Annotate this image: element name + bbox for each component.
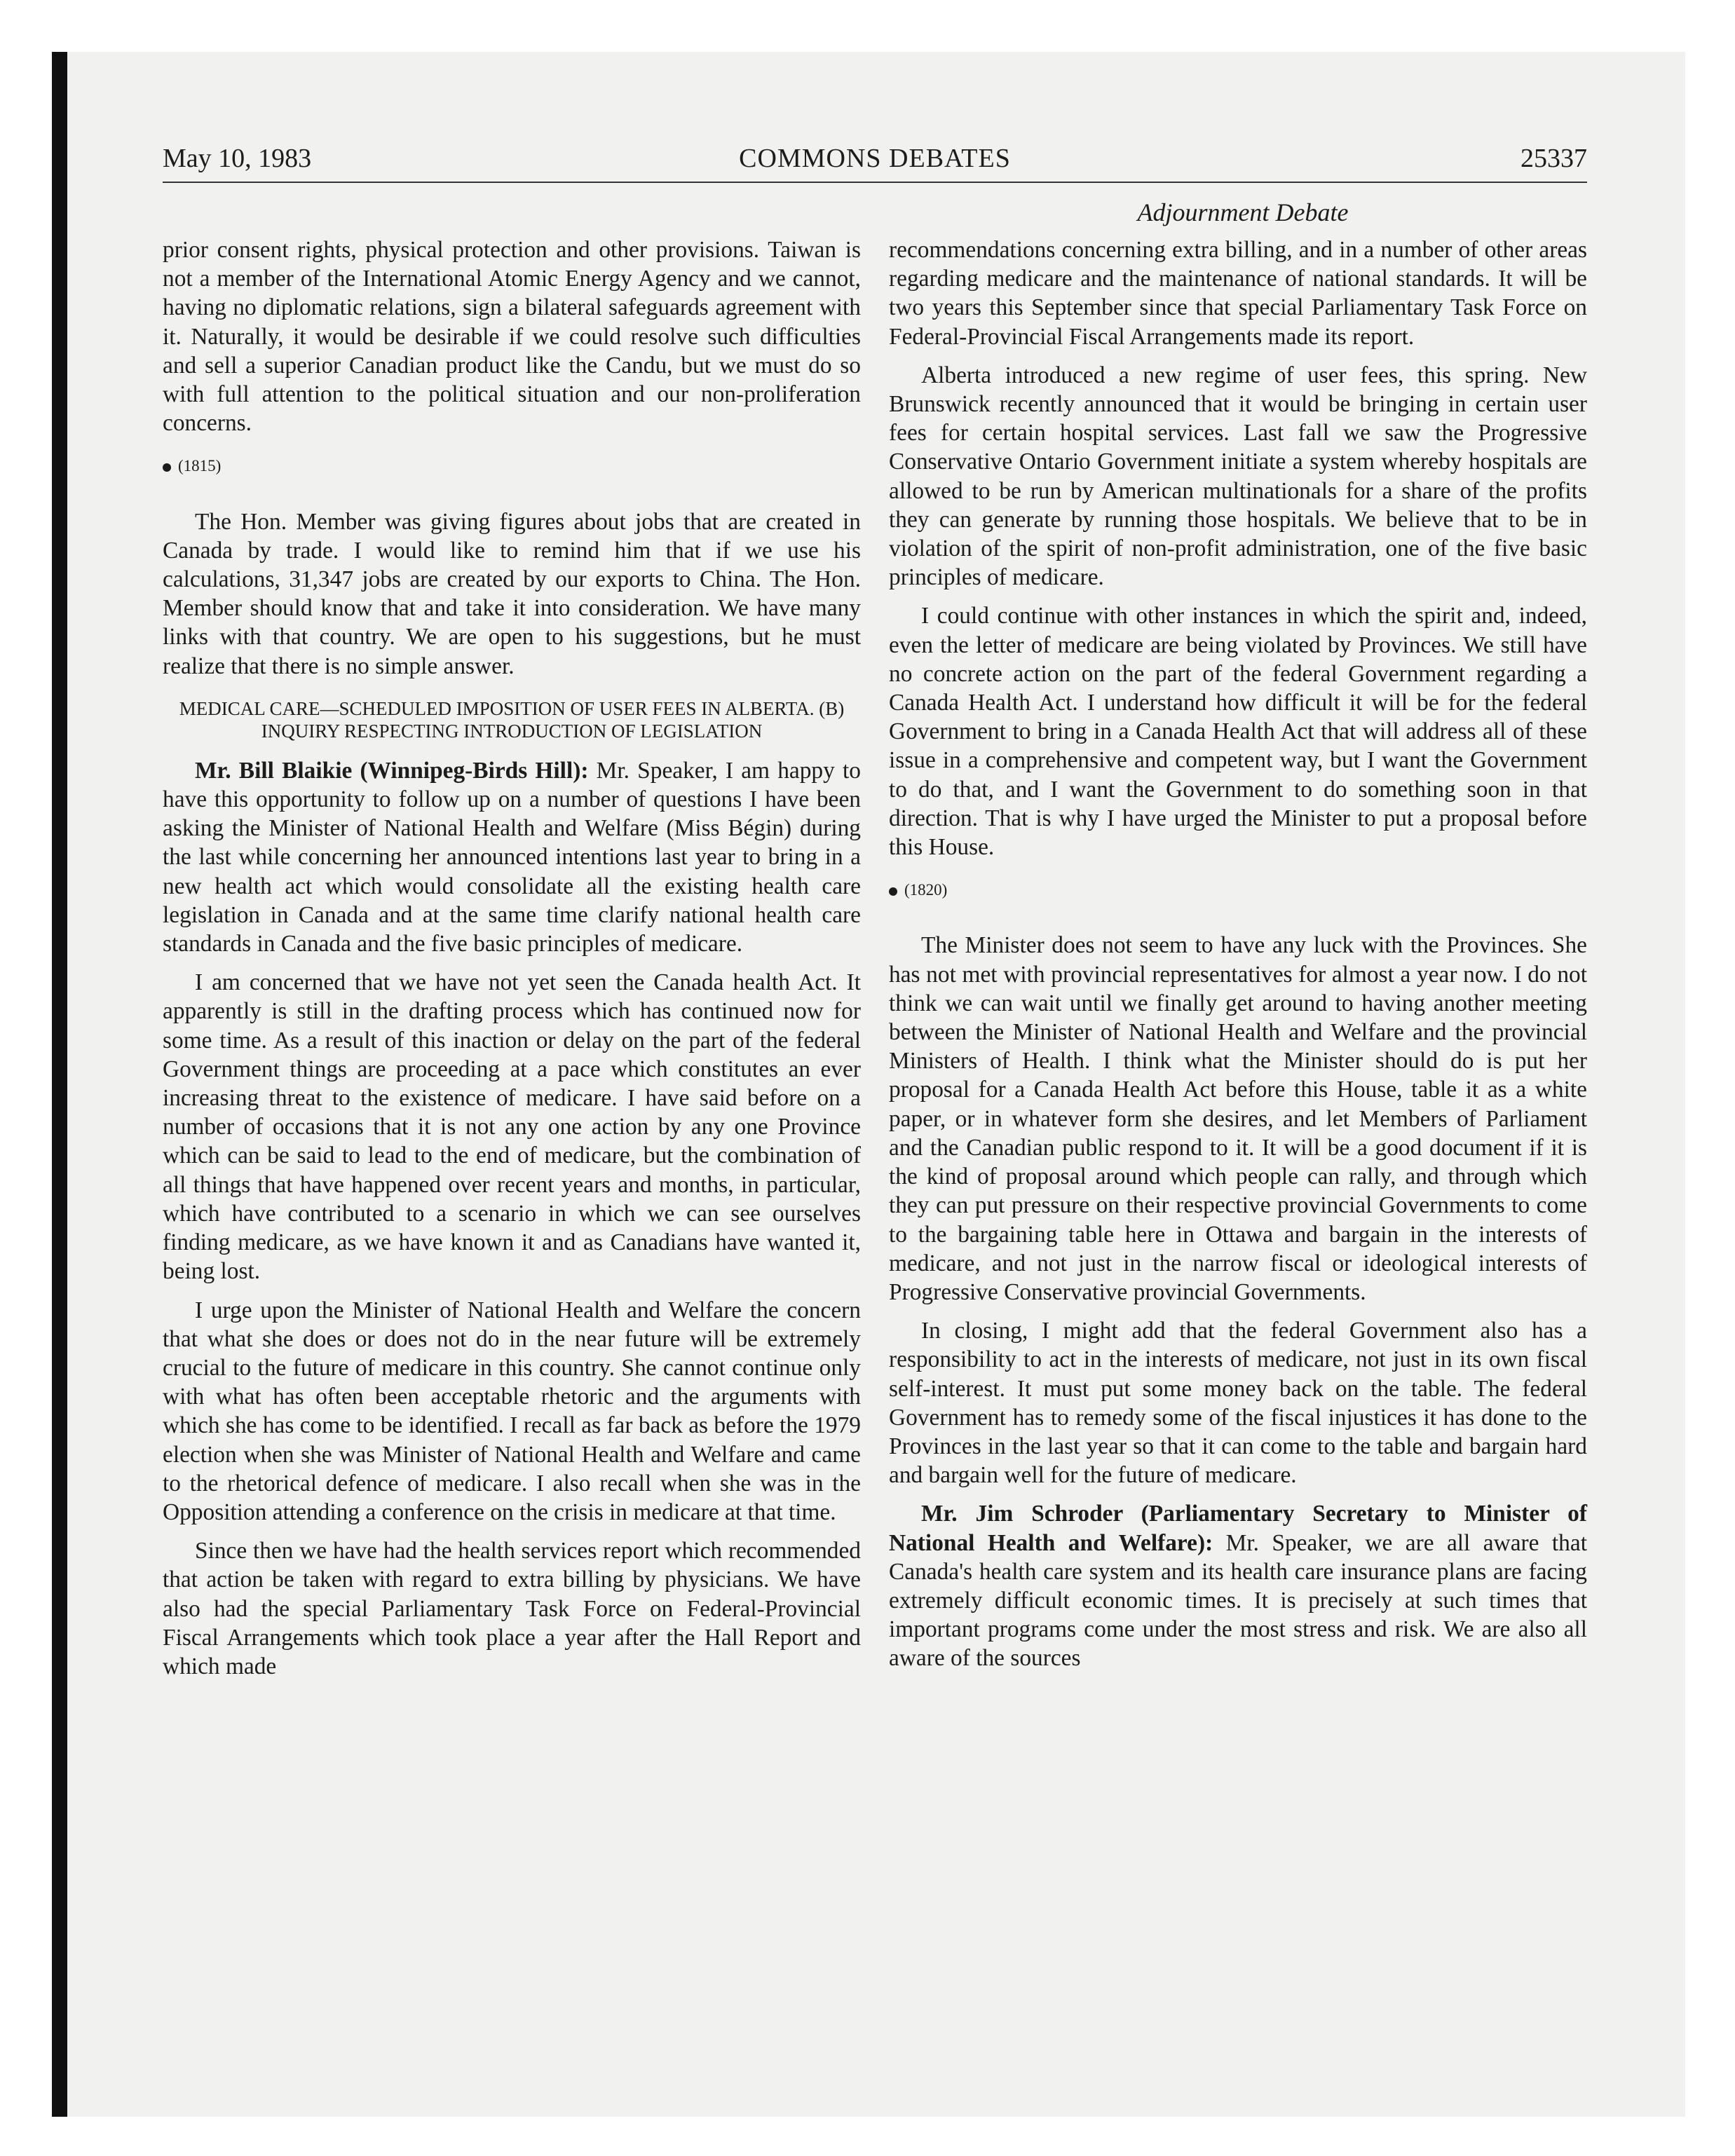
paragraph: Since then we have had the health services report which recommended that action be taken with regard to extra billing by physicians. We have also had the special Parliamentary Task Force on Federal-Provincial Fiscal Arrangements which took place a year after the Hall Report and which made xyxy=(163,1538,861,1679)
time-marker-text: (1820) xyxy=(904,881,948,899)
section-subhead: Adjournment Debate xyxy=(1137,198,1349,226)
speech-text: Mr. Speaker, we are all aware that Canada's health care system and its health care insurance plans are facing extremely difficult economic times. It is precisely at such times that important programs come under the most stress and risk. We are also all aware of the sources xyxy=(889,1529,1587,1672)
bullet-icon xyxy=(889,887,897,896)
speaker-name: Mr. Bill Blaikie (Winnipeg-Birds Hill): xyxy=(195,757,589,784)
right-column xyxy=(889,236,1587,1683)
running-header xyxy=(163,142,1587,183)
left-column xyxy=(163,236,861,1691)
paragraph: Alberta introduced a new regime of user fees, this spring. New Brunswick recently announced that it would be bringing in certain user fees for certain hospital services. Last fall we saw the Progressive Conservative Ontario Government initiate a system whereby hospitals are allowed to be run by American multinationals for a share of the profits they can generate by running those hospitals. We believe that to be in violation of the spirit of non-profit administration, one of the five basic principles of medicare. xyxy=(889,362,1587,591)
bullet-icon xyxy=(163,463,171,472)
paragraph: I could continue with other instances in which the spirit and, indeed, even the letter of medicare are being violated by Provinces. We still have no concrete action on the part of the federal Government regarding a Canada Health Act. I understand how difficult it will be for the federal Government to bring in a Canada Health Act that will address all of these issue in a comprehensive and competent way, but I want the Government to do that, and I want the Government to do something soon in that direction. That is why I have urged the Minister to put a proposal before this House. xyxy=(889,603,1587,861)
speech-paragraph xyxy=(163,756,861,958)
paragraph: The Minister does not seem to have any luck with the Provinces. She has not met with provincial representatives for almost a year now. I do not think we can wait until we finally get around to having another meeting between the Minister of National Health and Welfare and the provincial Ministers of Health. I think what the Minister should do is put her proposal for a Canada Health Act before this House, table it as a white paper, or in whatever form she desires, and let Members of Parliament and the Canadian public respond to it. It will be a good document if it is the kind of proposal around which people can rally, and through which they can put pressure on their respective provincial Governments to come to the bargaining table here in Ottawa and bargain in the interests of medicare, and not just in the narrow fiscal or ideological interests of Progressive Conservative provincial Governments. xyxy=(889,932,1587,1305)
binding-edge xyxy=(52,52,67,2117)
header-publication: COMMONS DEBATES xyxy=(739,144,1011,173)
paragraph: prior consent rights, physical protection and other provisions. Taiwan is not a member of the International Atomic Energy Agency and we cannot, having no diplomatic relations, sign a bilateral safeguards agreement with it. Naturally, it would be desirable if we could resolve such difficulties and sell a superior Canadian product like the Candu, but we must do so with full attention to the political situation and our non-proliferation concerns. xyxy=(163,237,861,437)
speech-paragraph xyxy=(889,1499,1587,1672)
paragraph: The Hon. Member was giving figures about jobs that are created in Canada by trade. I would like to remind him that if we use his calculations, 31,347 jobs are created by our exports to China. The Hon. Member should know that and take it into consideration. We have many links with that country. We are open to his suggestions, but he must realize that there is no simple answer. xyxy=(163,508,861,679)
speech-text: Mr. Speaker, I am happy to have this opportunity to follow up on a number of questions I have been asking the Minister of National Health and Welfare (Miss Bégin) during the last while concerning her announced intentions last year to bring in a new health act which would consolidate all the existing health care legislation in Canada and at the same time clarify national health care standards in Canada and the five basic principles of medicare. xyxy=(163,757,861,957)
paragraph: I am concerned that we have not yet seen the Canada health Act. It apparently is still in the drafting process which has continued now for some time. As a result of this inaction or delay on the part of the federal Government things are proceeding at a pace which constitutes an ever increasing threat to the existence of medicare. I have said before on a number of occasions that it is not any one action by any one Province which can be said to lead to the end of medicare, but the combination of all things that have happened over recent years and months, in particular, which have contributed to a scenario in which we can see ourselves finding medicare, as we have known it and as Canadians have wanted it, being lost. xyxy=(163,969,861,1285)
speaker-name: Mr. Jim Schroder (Parliamentary Secretary to Minister of National Health and Welfare): xyxy=(889,1501,1587,1556)
time-marker-text: (1815) xyxy=(178,457,222,475)
time-marker xyxy=(163,451,861,480)
time-marker xyxy=(889,875,1587,904)
paragraph: recommendations concerning extra billing, and in a number of other areas regarding medicare and the maintenance of national standards. It will be two years this September since that special Parliamentary Task Force on Federal-Provincial Fiscal Arrangements made its report. xyxy=(889,237,1587,350)
header-date: May 10, 1983 xyxy=(163,144,312,173)
paragraph: In closing, I might add that the federal Government also has a responsibility to act in the interests of medicare, not just in its own fiscal self-interest. It must put some money back on the table. The federal Government has to remedy some of the fiscal injustices it has done to the Provinces in the last year so that it can come to the table and bargain hard and bargain well for the future of medicare. xyxy=(889,1318,1587,1489)
section-heading: MEDICAL CARE—SCHEDULED IMPOSITION OF USER FEES IN ALBERTA. (B) INQUIRY RESPECTING INTRODUCTION OF LEGISLATION xyxy=(179,697,845,742)
header-page-number: 25337 xyxy=(1520,144,1587,173)
paragraph: I urge upon the Minister of National Health and Welfare the concern that what she does or does not do in the near future will be extremely crucial to the future of medicare in this country. She cannot continue only with what has often been acceptable rhetoric and the arguments with which she has come to be identified. I recall as far back as before the 1979 election when she was Minister of National Health and Welfare and came to the rhetorical defence of medicare. I also recall when she was in the Opposition attending a conference on the crisis in medicare at that time. xyxy=(163,1297,861,1525)
